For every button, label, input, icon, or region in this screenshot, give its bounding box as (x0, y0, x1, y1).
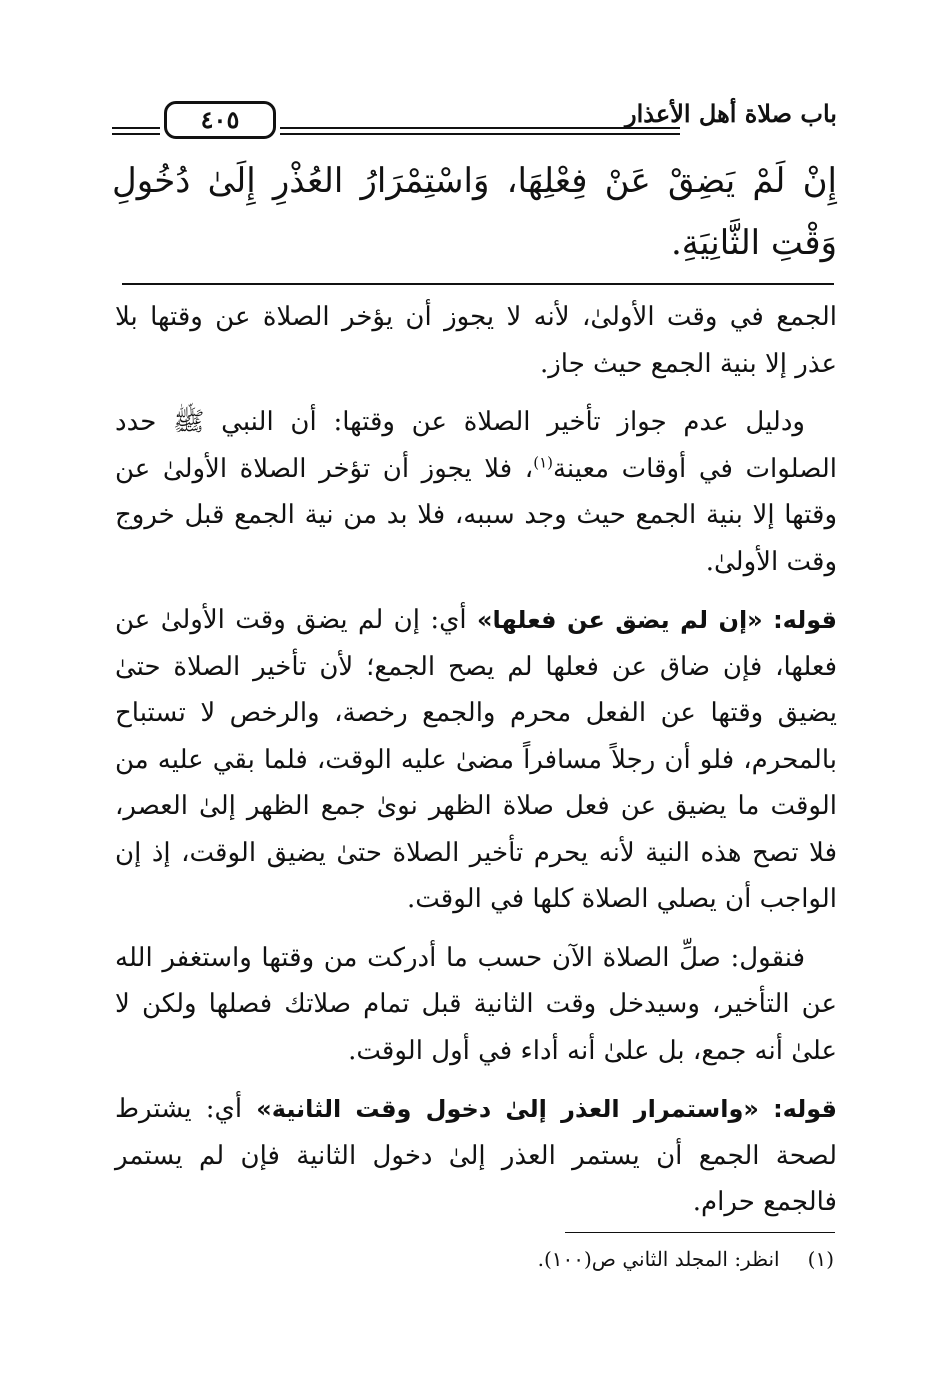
running-title: باب صلاة أهل الأعذار (625, 99, 837, 128)
header-rule (280, 127, 680, 135)
footnote-separator (565, 1232, 835, 1233)
header-rule-left (112, 127, 160, 135)
footnote-text: انظر: المجلد الثاني ص(١٠٠). (537, 1247, 780, 1271)
matn-text: إِنْ لَمْ يَضِقْ عَنْ فِعْلِهَا، وَاسْتِمْرَارُ العُذْرِ إِلَىٰ دُخُولِ وَقْتِ الثَّانِيَةِ. (112, 161, 837, 263)
paragraph-3-text: أي: إن لم يضق وقت الأولىٰ عن فعلها، فإن ضاق عن فعلها لم يصح الجمع؛ لأن تأخير الصلاة حتىٰ يضيق وقتها عن الفعل محرم والجمع رخصة، والرخص لا تستباح بالمحرم، فلو أن رجلاً مسافراً مضىٰ عليه الوقت، فلما بقي عليه من الوقت ما يضيق عن فعل صلاة الظهر نوىٰ جمع الظهر إلىٰ العصر، فلا تصح هذه النية لأنه يحرم تأخير الصلاة حتىٰ يضيق الوقت، إذ إن الواجب أن يصلي الصلاة كلها في الوقت. (115, 605, 837, 914)
paragraph-3 (115, 597, 837, 923)
paragraph-2-text-a: ودليل عدم جواز تأخير الصلاة عن وقتها: أن النبي ﷺ حدد الصلوات في أوقات معينة (115, 407, 837, 484)
footnote (114, 1244, 834, 1274)
matn-separator (122, 283, 834, 285)
paragraph-1: الجمع في وقت الأولىٰ، لأنه لا يجوز أن يؤخر الصلاة عن وقتها بلا عذر إلا بنية الجمع حيث جاز. (115, 302, 837, 379)
page-number: ٤٠٥ (164, 101, 276, 139)
paragraph-4: فنقول: صلِّ الصلاة الآن حسب ما أدركت من وقتها واستغفر الله عن التأخير، وسيدخل وقت الثانية قبل تمام صلاتك فصلها ولكن لا علىٰ أنه جمع، بل علىٰ أنه أداء في أول الوقت. (115, 942, 837, 1066)
footnote-ref: (١) (533, 452, 553, 471)
paragraph-5-text: أي: يشترط لصحة الجمع أن يستمر العذر إلىٰ دخول الثانية فإن لم يستمر فالجمع حرام. (115, 1094, 837, 1217)
qawluhu-label: قوله: (773, 606, 838, 634)
qawluhu-label-2: قوله: (773, 1095, 838, 1123)
footnote-number: (١) (807, 1247, 834, 1271)
page-header (112, 95, 837, 143)
quoted-matn-2: «واستمرار العذر إلىٰ دخول وقت الثانية» (256, 1095, 759, 1123)
quoted-matn: «إن لم يضق عن فعلها» (477, 606, 763, 634)
commentary-body (115, 294, 837, 1238)
paragraph-2 (115, 399, 837, 585)
paragraph-2-text-b: ، فلا يجوز أن تؤخر الصلاة الأولىٰ عن وقتها إلا بنية الجمع حيث وجد سببه، فلا بد من نية الجمع قبل خروج وقت الأولىٰ. (115, 453, 837, 577)
paragraph-5 (115, 1086, 837, 1226)
